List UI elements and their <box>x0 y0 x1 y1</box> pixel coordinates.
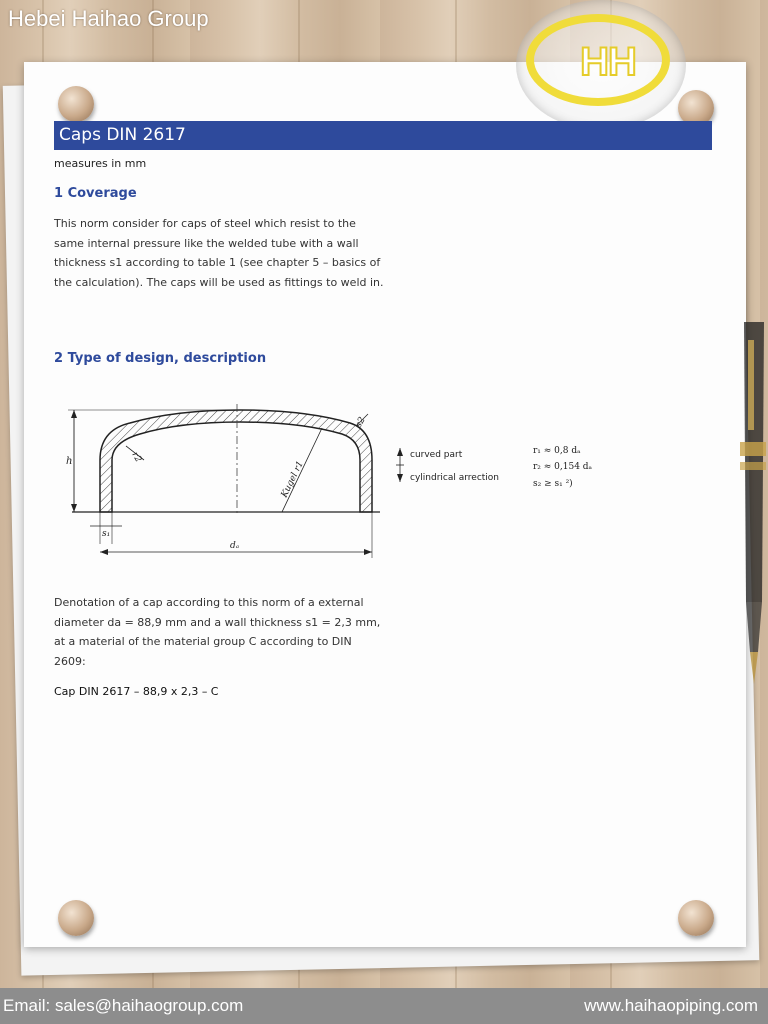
pushpin-icon <box>58 86 94 122</box>
section-coverage-title: 1 Coverage <box>54 186 137 201</box>
footer-website-link[interactable]: www.haihaopiping.com <box>584 996 758 1015</box>
dim-s1-label: s₁ <box>102 529 111 539</box>
denotation-line: at a material of the material group C according to DIN <box>54 635 352 648</box>
coverage-line: same internal pressure like the welded tube with a wall <box>54 236 359 250</box>
logo-ring <box>526 14 670 106</box>
document-header-bar: Caps DIN 2617 <box>54 121 712 150</box>
denotation-line: 2609: <box>54 654 86 668</box>
coverage-line: thickness s1 according to table 1 (see chapter 5 – basics of <box>54 256 381 269</box>
footer-bar <box>0 988 768 1024</box>
dim-s2-label: s2 <box>353 415 368 430</box>
pushpin-icon <box>58 900 94 936</box>
dim-da-label: dₐ <box>230 541 240 551</box>
dim-r2-label: r2 <box>129 450 144 465</box>
coverage-line: the calculation). The caps will be used as fittings to weld in. <box>54 275 384 289</box>
brand-title: Hebei Haihao Group <box>8 6 209 31</box>
label-curved-part: curved part <box>410 450 463 460</box>
measures-note: measures in mm <box>54 157 147 170</box>
denotation-line: diameter da = 88,9 mm and a wall thickness s1 = 2,3 mm, <box>54 615 381 629</box>
formula-s2: s₂ ≥ s₁ ²) <box>533 479 573 489</box>
section-design-title: 2 Type of design, description <box>54 351 267 366</box>
fountain-pen-icon <box>710 322 768 688</box>
pushpin-icon <box>678 900 714 936</box>
dim-h-label: h <box>66 456 73 467</box>
dim-r1-label: Kugel r1 <box>279 459 306 500</box>
formula-r2: r₂ ≈ 0,154 dₐ <box>533 462 593 472</box>
formula-r1: r₁ ≈ 0,8 dₐ <box>533 446 581 456</box>
footer-email-link[interactable]: Email: sales@haihaogroup.com <box>3 996 244 1015</box>
coverage-line: This norm consider for caps of steel which resist to the <box>54 217 356 230</box>
denotation-line: Denotation of a cap according to this norm of a external <box>54 596 364 609</box>
logo-text: HH <box>580 40 636 84</box>
denotation-example: Cap DIN 2617 – 88,9 x 2,3 – C <box>54 685 219 698</box>
label-cylindrical: cylindrical arrection <box>410 473 500 483</box>
magnifier-logo <box>516 0 686 130</box>
cap-cross-section-diagram <box>60 398 620 563</box>
